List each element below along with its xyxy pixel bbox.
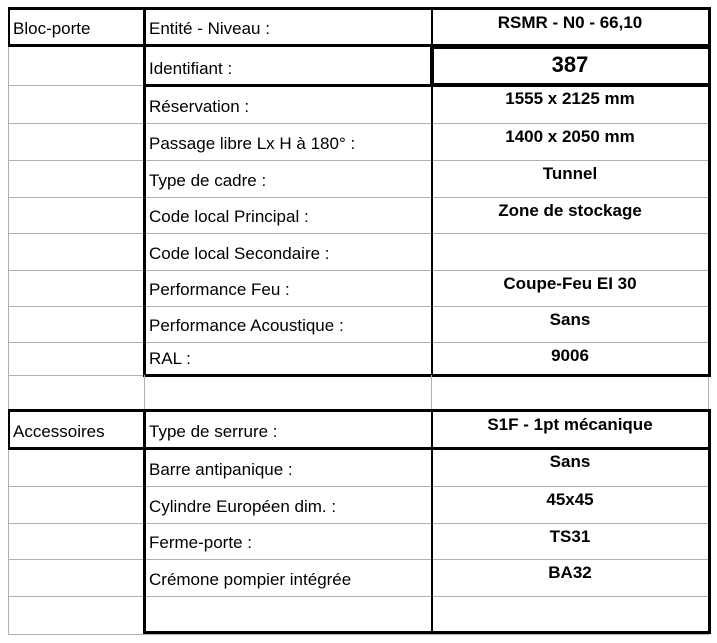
grid-line: [708, 409, 711, 634]
row-value-passage-libre: 1400 x 2050 mm: [505, 127, 635, 146]
grid-line: [145, 197, 709, 198]
grid-line: [8, 7, 711, 10]
row-value-performance-acoustique: Sans: [549, 310, 591, 329]
grid-line: [145, 160, 709, 161]
grid-line: [708, 7, 711, 377]
grid-line: [145, 270, 709, 271]
row-label-performance-feu: Performance Feu :: [149, 280, 290, 299]
grid-line: [8, 306, 145, 307]
grid-line: [145, 523, 709, 524]
grid-line: [8, 634, 145, 635]
row-label-ferme-porte: Ferme-porte :: [149, 533, 252, 552]
grid-line: [145, 486, 709, 487]
row-label-identifiant: Identifiant :: [149, 59, 233, 78]
grid-line: [8, 270, 145, 271]
row-label-barre-antipanique: Barre antipanique :: [149, 460, 293, 479]
row-label-code-local-principal: Code local Principal :: [149, 207, 309, 226]
grid-line: [708, 375, 709, 411]
grid-line: [143, 409, 146, 634]
grid-line: [8, 409, 711, 412]
grid-line: [8, 559, 145, 560]
row-label-code-local-secondaire: Code local Secondaire :: [149, 244, 330, 263]
row-value-reservation: 1555 x 2125 mm: [505, 89, 635, 108]
grid-line: [8, 233, 145, 234]
grid-line: [8, 7, 10, 47]
grid-line: [145, 233, 709, 234]
grid-line: [8, 85, 145, 86]
row-label-entite-niveau: Entité - Niveau :: [149, 19, 270, 38]
grid-line: [145, 306, 709, 307]
grid-line: [8, 409, 10, 450]
grid-line: [145, 342, 709, 343]
grid-line: [8, 123, 145, 124]
row-value-performance-feu: Coupe-Feu EI 30: [503, 274, 637, 293]
grid-line: [8, 9, 9, 635]
row-value-type-de-serrure: S1F - 1pt mécanique: [487, 415, 653, 434]
grid-line: [430, 45, 711, 49]
row-value-barre-antipanique: Sans: [549, 452, 591, 471]
row-label-ral: RAL :: [149, 349, 191, 368]
grid-line: [8, 197, 145, 198]
grid-line: [430, 83, 711, 87]
grid-line: [145, 596, 709, 597]
grid-line: [143, 7, 146, 377]
grid-line: [8, 596, 145, 597]
grid-line: [8, 447, 711, 450]
row-label-performance-acoustique: Performance Acoustique :: [149, 316, 344, 335]
grid-line: [8, 160, 145, 161]
section-label-bloc-porte: Bloc-porte: [13, 19, 91, 38]
row-label-passage-libre: Passage libre Lx H à 180° :: [149, 134, 356, 153]
grid-line: [8, 342, 145, 343]
row-value-type-de-cadre: Tunnel: [542, 164, 598, 183]
grid-line: [431, 409, 433, 634]
grid-line: [8, 486, 145, 487]
row-value-identifiant: 387: [551, 52, 589, 77]
row-value-cremone-pompier: BA32: [548, 563, 592, 582]
grid-line: [144, 375, 145, 411]
row-label-reservation: Réservation :: [149, 97, 250, 116]
section-label-accessoires: Accessoires: [13, 422, 105, 441]
row-value-code-local-secondaire: [432, 233, 708, 270]
grid-line: [145, 374, 711, 377]
row-label-cremone-pompier: Crémone pompier intégrée: [149, 570, 352, 589]
grid-line: [145, 631, 711, 634]
grid-line: [145, 123, 709, 124]
row-label-cylindre-europeen: Cylindre Européen dim. :: [149, 497, 337, 516]
grid-line: [431, 375, 432, 411]
row-label-type-de-serrure: Type de serrure :: [149, 422, 278, 441]
grid-line: [145, 634, 709, 635]
grid-line: [145, 559, 709, 560]
grid-line: [8, 523, 145, 524]
row-label-type-de-cadre: Type de cadre :: [149, 171, 267, 190]
row-value-cylindre-europeen: 45x45: [546, 490, 594, 509]
grid-line: [430, 45, 434, 86]
grid-line: [8, 375, 145, 376]
row-value-ral: 9006: [551, 346, 589, 365]
row-value-ferme-porte: TS31: [549, 527, 591, 546]
row-value-code-local-principal: Zone de stockage: [498, 201, 642, 220]
row-value-entite-niveau: RSMR - N0 - 66,10: [497, 13, 643, 32]
